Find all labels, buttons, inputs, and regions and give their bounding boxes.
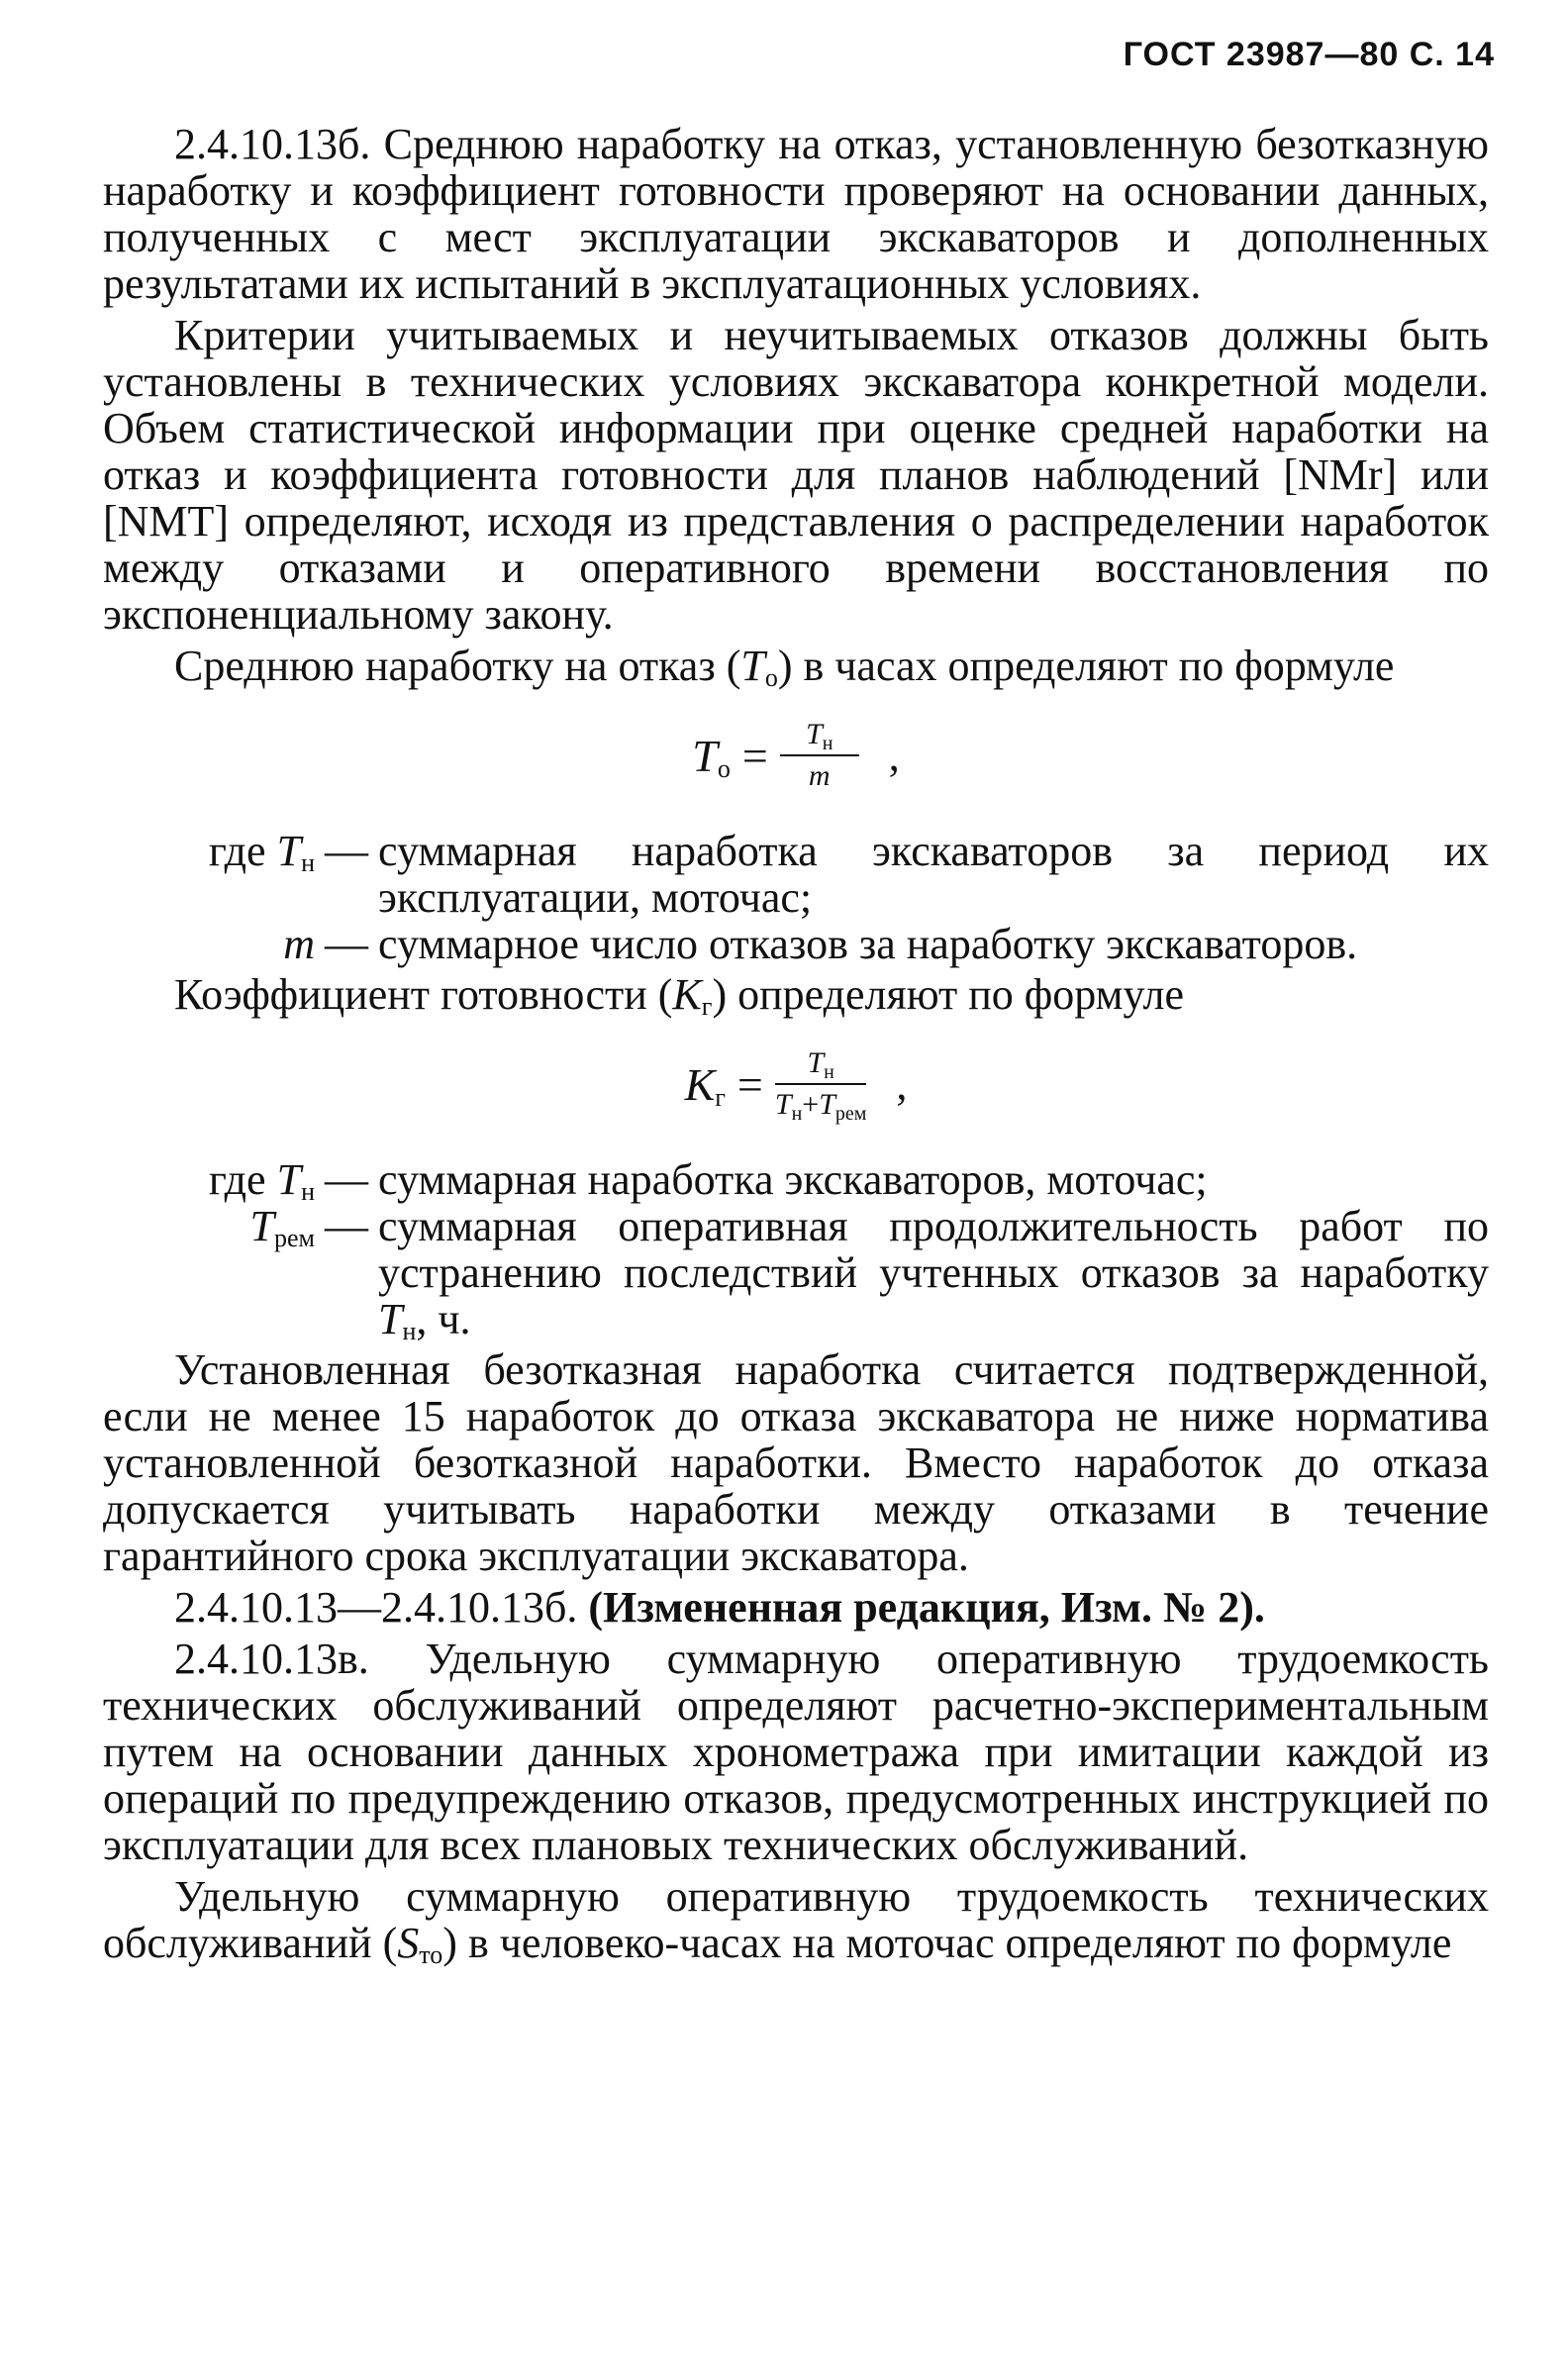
definitions-mtbf <box>103 828 1489 967</box>
formula-lhs: $T_о$ <box>692 730 731 783</box>
clause-number: 2.4.10.13б. <box>174 120 371 168</box>
paragraph-text: Среднюю наработку на отказ, установленную безотказную наработку и коэффициент готовности проверяют на основании данных, полученных с мест эксплуатации экскаваторов и дополненных результатами их испытаний в эксплуатационных условиях. <box>103 120 1489 308</box>
definitions-availability <box>103 1155 1489 1345</box>
definition-row: где $T_н$ — суммарная наработка экскаваторов, моточас; <box>208 1155 1208 1206</box>
definition-row: m — суммарное число отказов за наработку экскаваторов. <box>283 920 1358 968</box>
fraction-bar <box>775 1083 867 1085</box>
fraction <box>780 717 859 794</box>
paragraph-criteria: Критерии учитываемых и неучитываемых отказов должны быть установлены в технических условиях экскаватора конкретной модели. Объем статистической информации при оценке средней наработки на отказ и коэффициента готовности для планов наблюдений [NMr] или [NMT] определяют, исходя из представления о распределении наработок между отказами и оперативного времени восстановления по экспоненциальному закону. <box>103 311 1489 639</box>
fraction-bar <box>780 754 859 756</box>
paragraph-amendment <box>103 1584 1489 1631</box>
formula-lhs: $K_г$ <box>684 1058 726 1112</box>
fraction-denominator: $T_н+T_{рем}$ <box>774 1088 867 1125</box>
paragraph-availability-intro: Коэффициент готовности $(K_г)$ определяют по формуле <box>174 970 1185 1021</box>
fraction-numerator: $T_н$ <box>807 1046 834 1083</box>
paragraph-2-4-10-13v <box>103 1636 1489 1868</box>
formula-availability: $K_г$ = $\frac{T_н}{T_н+T_{рем}}$ , <box>684 1046 908 1125</box>
document-body <box>103 121 1489 1971</box>
fraction-denominator: m <box>808 759 831 792</box>
equals-sign: = <box>741 730 768 781</box>
clause-number: 2.4.10.13в. <box>174 1635 369 1683</box>
amendment-note: (Измененная редакция, Изм. № 2). <box>588 1583 1265 1632</box>
fraction-numerator: $T_н$ <box>806 718 833 754</box>
definition-row: $T_{рем}$ — суммарная оперативная продолжительность работ по устранению последствий учтенных отказов за наработку $T_н$, ч. <box>249 1202 1489 1345</box>
page-header: ГОСТ 23987—80 С. 14 <box>1123 36 1495 73</box>
clause-number: 2.4.10.13—2.4.10.13б. <box>174 1583 578 1632</box>
formula-mtbf: $T_о$ = $\frac{T_н}{m}$ , <box>692 718 900 792</box>
paragraph-2-4-10-13b <box>103 121 1489 307</box>
paragraph-text: Удельную суммарную оперативную трудоемкость технических обслуживаний определяют расчетно-экспериментальным путем на основании данных хронометража при имитации каждой из операций по предупреждению отказов, предусмотренных инструкцией по эксплуатации для всех плановых технических обслуживаний. <box>103 1635 1490 1869</box>
definition-row: где $T_н$ — суммарная наработка экскаваторов за период их эксплуатации, моточас; <box>208 827 1489 922</box>
paragraph-mtbf-intro: Среднюю наработку на отказ $(T_о)$ в часах определяют по формуле <box>174 642 1395 692</box>
paragraph-reliability: Установленная безотказная наработка считается подтвержденной, если не менее 15 наработок до отказа экскаватора не ниже норматива установленной безотказной наработки. Вместо наработок до отказа допускается учитывать наработки между отказами в течение гарантийного срока эксплуатации экскаватора. <box>103 1345 1489 1580</box>
equals-sign: = <box>736 1058 763 1110</box>
paragraph-labor-intro: Удельную суммарную оперативную трудоемкость технических обслуживаний $(S_{то})$ в человеко-часах на моточас определяют по формуле <box>103 1872 1489 1969</box>
fraction <box>775 1045 867 1123</box>
